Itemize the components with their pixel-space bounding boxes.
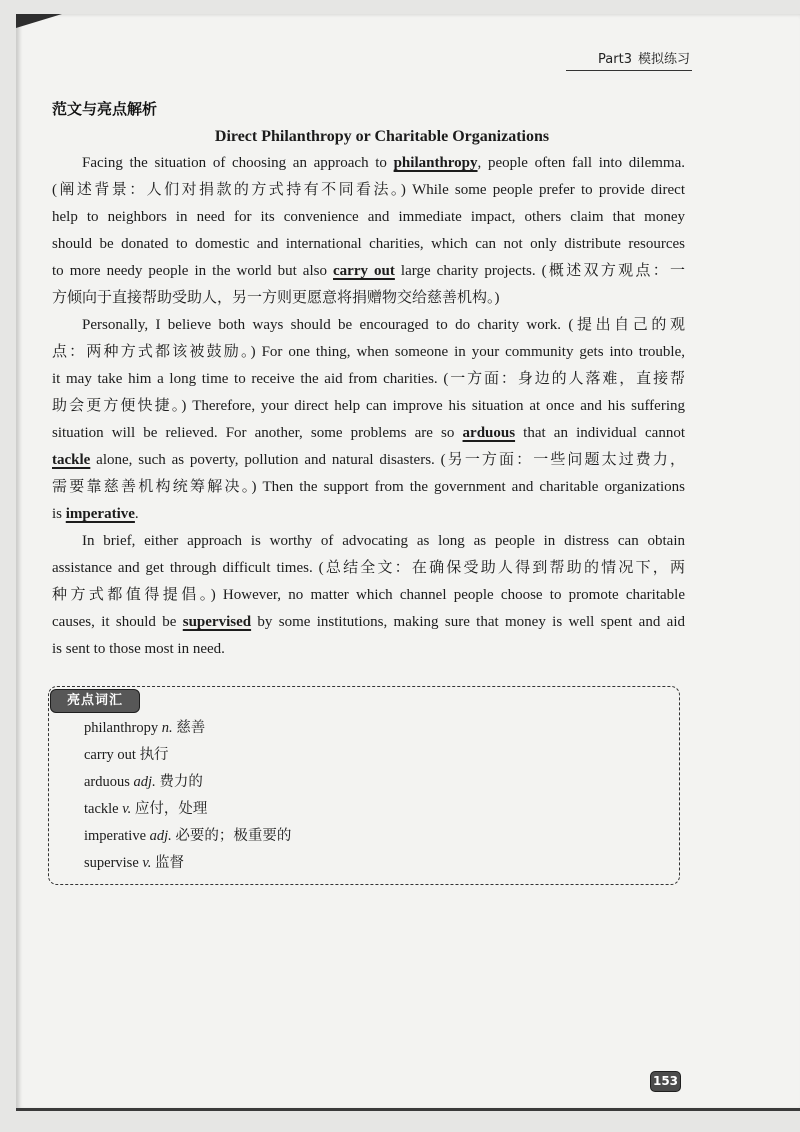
keyword-philanthropy: philanthropy (393, 155, 478, 171)
text-segment: that an individual cannot (515, 425, 686, 441)
text-segment: is sent to those most in need. (52, 641, 225, 657)
vocab-pos: adj. (133, 774, 156, 790)
essay-title: Direct Philanthropy or Charitable Organizations (214, 128, 550, 145)
essay-line (52, 339, 685, 366)
essay-line (52, 366, 685, 393)
text-segment: causes, it should be (52, 614, 183, 630)
essay-line (52, 636, 685, 663)
vocabulary-label: 亮点词汇 (50, 689, 140, 713)
essay-line (52, 204, 685, 231)
text-segment: 点：两种方式都该被鼓励。) For one thing, when someone in your community gets into trouble, (52, 344, 685, 360)
vocabulary-item (84, 769, 291, 796)
vocabulary-item (84, 742, 291, 769)
vocab-word: imperative (84, 828, 147, 844)
vocabulary-item (84, 823, 291, 850)
essay-line (52, 528, 685, 555)
vocab-word: philanthropy (84, 720, 159, 736)
vocab-meaning: 应付，处理 (134, 801, 208, 817)
essay-line (52, 312, 685, 339)
header-section: 模拟练习 (637, 52, 690, 67)
text-segment: 助会更方便快捷。) Therefore, your direct help can improve his situation at once and his suffering (52, 398, 685, 414)
keyword-supervised: supervised (182, 614, 252, 630)
essay-line (52, 447, 685, 474)
vocab-pos: v. (122, 801, 132, 817)
essay-line (52, 285, 685, 312)
text-segment: 种方式都值得提倡。) However, no matter which channel people choose to promote charitable (52, 587, 685, 603)
vocab-meaning: 执行 (139, 747, 169, 763)
text-segment: , people often fall into dilemma. (477, 155, 685, 171)
text-segment: large charity projects. (概述双方观点：一 (394, 263, 685, 279)
text-segment: Personally, I believe both ways should be encouraged to do charity work. (提出自己的观 (82, 317, 685, 333)
vocab-meaning: 慈善 (176, 720, 206, 736)
text-segment: help to neighbors in need for its convenience and immediate impact, others claim that money (52, 209, 685, 225)
essay-line (52, 582, 685, 609)
text-segment: should be donated to domestic and international charities, which can not only distribute resources (52, 236, 685, 252)
text-segment: it may take him a long time to receive the aid from charities. (一方面：身边的人落难，直接帮 (52, 371, 685, 387)
page-curl-shadow (16, 14, 62, 28)
essay-line (52, 555, 685, 582)
running-header (598, 48, 690, 67)
text-segment: by some institutions, making sure that money is well spent and aid (251, 614, 685, 630)
text-segment: . (134, 506, 139, 522)
essay-line (52, 501, 685, 528)
page-bottom-edge (16, 1108, 800, 1111)
header-rule (566, 70, 692, 71)
vocab-meaning: 监督 (155, 855, 185, 871)
text-segment: situation will be relieved. For another, some problems are so (52, 425, 463, 441)
vocab-word: supervise (84, 855, 139, 871)
vocabulary-list (84, 715, 291, 877)
vocabulary-item (84, 796, 291, 823)
header-part: Part3 (598, 52, 632, 67)
vocabulary-item (84, 850, 291, 877)
text-segment: (阐述背景：人们对捐款的方式持有不同看法。) While some people prefer to provide direct (52, 182, 685, 198)
keyword-tackle: tackle (52, 452, 91, 468)
text-segment: assistance and get through difficult times. (总结全文：在确保受助人得到帮助的情况下，两 (52, 560, 685, 576)
vocab-word: tackle (84, 801, 119, 817)
essay-line (52, 231, 685, 258)
essay-line (52, 420, 685, 447)
text-segment: Facing the situation of choosing an approach to (82, 155, 394, 171)
essay-line (52, 150, 685, 177)
text-segment: alone, such as poverty, pollution and natural disasters. (另一方面：一些问题太过费力， (90, 452, 685, 468)
essay-line (52, 258, 685, 285)
text-segment: to more needy people in the world but also (52, 263, 334, 279)
vocabulary-item (84, 715, 291, 742)
vocab-word: carry out (84, 747, 136, 763)
text-segment: 需要靠慈善机构统筹解决。) Then the support from the government and charitable organizations (52, 479, 685, 495)
keyword-imperative: imperative (65, 506, 135, 522)
keyword-arduous: arduous (462, 425, 516, 441)
text-segment: In brief, either approach is worthy of advocating as long as people in distress can obtain (82, 533, 685, 549)
section-heading: 范文与亮点解析 (52, 100, 158, 118)
text-segment: 方倾向于直接帮助受助人，另一方则更愿意将捐赠物交给慈善机构。) (52, 290, 500, 306)
vocab-pos: n. (161, 720, 173, 736)
text-segment: is (52, 506, 66, 522)
vocab-meaning: 必要的；极重要的 (175, 828, 292, 844)
essay-line (52, 177, 685, 204)
essay-body (52, 150, 685, 663)
keyword-carry-out: carry out (333, 263, 395, 279)
vocab-pos: v. (142, 855, 152, 871)
vocab-pos: adj. (149, 828, 172, 844)
essay-line (52, 609, 685, 636)
essay-line (52, 474, 685, 501)
vocab-word: arduous (84, 774, 130, 790)
vocab-meaning: 费力的 (159, 774, 203, 790)
essay-line (52, 393, 685, 420)
page-number: 153 (650, 1071, 681, 1092)
